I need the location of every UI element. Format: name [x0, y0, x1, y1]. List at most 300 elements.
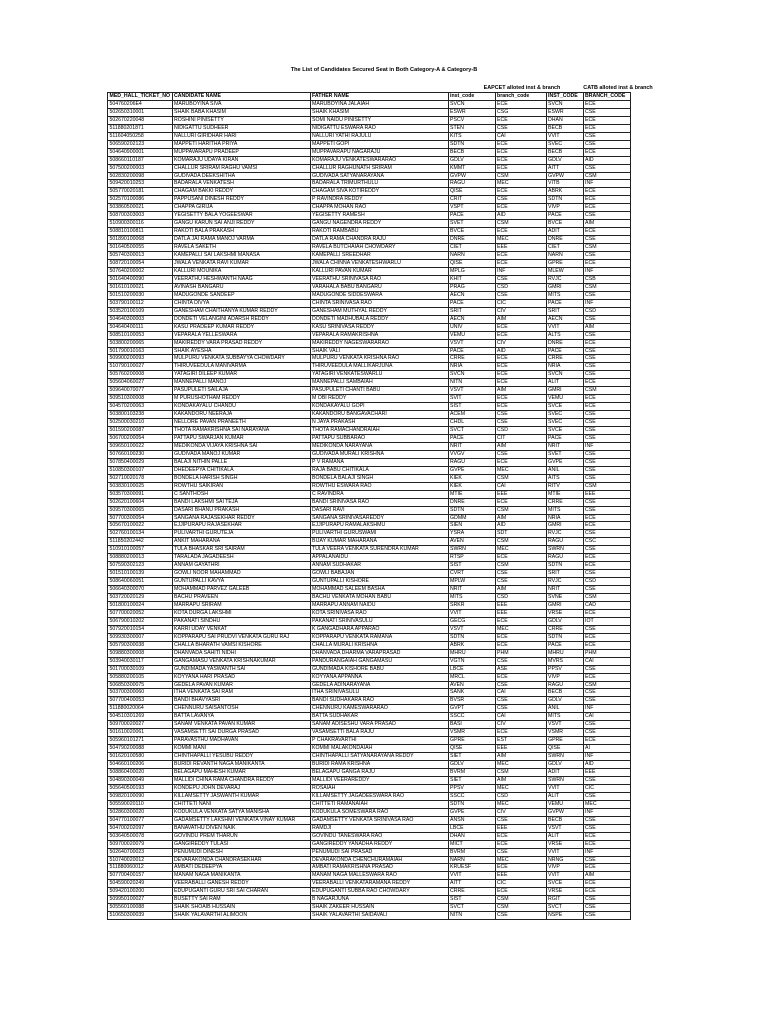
branch-code-cell: ECE: [495, 888, 546, 896]
catb-inst-code-cell: GVPW: [546, 808, 583, 816]
branch-code-cell: CSM: [495, 172, 546, 180]
hall-ticket-cell: 504790200088: [108, 745, 173, 753]
candidate-name-cell: VEPARALA YELLESWARA: [172, 331, 310, 339]
father-name-cell: NIDIGATTU ESWARA RAO: [310, 124, 448, 132]
inst-code-cell: SVCN: [448, 371, 495, 379]
candidate-name-cell: JWALA VENKATA RAVI KUMAR: [172, 260, 310, 268]
father-name-cell: SHAIK VALI: [310, 347, 448, 355]
candidate-name-cell: BUSETTY SAI RAM: [172, 896, 310, 904]
table-row: [108, 260, 631, 268]
father-name-cell: VEERATHU SRINIVASA RAO: [310, 275, 448, 283]
branch-code-cell: AIM: [495, 514, 546, 522]
candidate-name-cell: M PURUSHOTHAM REDDY: [172, 395, 310, 403]
inst-code-cell: UNIV: [448, 323, 495, 331]
inst-code-cell: CRIT: [448, 196, 495, 204]
catb-branch-code-cell: INF: [583, 753, 630, 761]
father-name-cell: GEDELA ADINARAYANA: [310, 681, 448, 689]
catb-inst-code-cell: GMRI: [546, 522, 583, 530]
inst-code-cell: KIEK: [448, 482, 495, 490]
table-row: [108, 180, 631, 188]
father-name-cell: BANDI SRINIVASA RAO: [310, 498, 448, 506]
father-name-cell: BIJAY KUMAR MAHARANA: [310, 538, 448, 546]
father-name-cell: ITHA SRINIVASULU: [310, 689, 448, 697]
father-name-cell: CHINTHAPALLI SATYANARAYANA REDDY: [310, 753, 448, 761]
candidate-name-cell: CHAPPA GIRIJA: [172, 204, 310, 212]
candidate-name-cell: MANNEPALLI MANOJ: [172, 379, 310, 387]
catb-branch-code-cell: EEE: [583, 769, 630, 777]
candidate-name-cell: CHAGAM BAKKI REDDY: [172, 188, 310, 196]
father-name-cell: PAKANATI SRINIVASULU: [310, 617, 448, 625]
catb-branch-code-cell: ECE: [583, 514, 630, 522]
inst-code-cell: KMMT: [448, 164, 495, 172]
branch-code-cell: ECE: [495, 188, 546, 196]
table-row: [108, 323, 631, 331]
table-row: [108, 689, 631, 697]
catb-inst-code-cell: PPSV: [546, 665, 583, 673]
catb-branch-code-cell: CSE: [583, 570, 630, 578]
father-name-cell: BADARALA TRIMURTHULU: [310, 180, 448, 188]
inst-code-cell: QISE: [448, 188, 495, 196]
branch-code-cell: CSE: [495, 848, 546, 856]
table-row: [108, 244, 631, 252]
hall-ticket-cell: 503520100109: [108, 307, 173, 315]
catb-branch-code-cell: CSE: [583, 331, 630, 339]
catb-branch-code-cell: CSE: [583, 776, 630, 784]
catb-branch-code-cell: ECE: [583, 673, 630, 681]
table-row: [108, 371, 631, 379]
catb-inst-code-cell: RVJC: [546, 578, 583, 586]
table-row: [108, 745, 631, 753]
catb-inst-code-cell: MLEW: [546, 267, 583, 275]
catb-inst-code-cell: GDLV: [546, 156, 583, 164]
catb-inst-code-cell: RVJC: [546, 275, 583, 283]
father-name-cell: BELAGAPU GANGA RAJU: [310, 769, 448, 777]
table-row: [108, 872, 631, 880]
table-row: [108, 458, 631, 466]
father-name-cell: RAJA BABU CHITIKALA: [310, 466, 448, 474]
hall-ticket-cell: 511880020064: [108, 705, 173, 713]
catb-branch-code-cell: CSE: [583, 586, 630, 594]
inst-code-cell: SVET: [448, 220, 495, 228]
catb-inst-code-cell: ANIL: [546, 705, 583, 713]
catb-branch-code-cell: CSE: [583, 371, 630, 379]
candidate-name-cell: GADAMSETTY LAKSHMI VENKATA VINAY KUMAR: [172, 816, 310, 824]
catb-branch-code-cell: INF: [583, 267, 630, 275]
catb-inst-code-cell: GMRI: [546, 387, 583, 395]
candidate-name-cell: GUNDIMADA YASWANTH SAI: [172, 665, 310, 673]
hall-ticket-cell: 505590020110: [108, 800, 173, 808]
inst-code-cell: STEN: [448, 124, 495, 132]
branch-code-cell: CIV: [495, 307, 546, 315]
candidate-name-cell: YATAGIRI DILEEP KUMAR: [172, 371, 310, 379]
candidate-name-cell: DASARI BHANU PRAKASH: [172, 506, 310, 514]
candidate-name-cell: GOVINDU PREM THARUN: [172, 832, 310, 840]
branch-code-cell: ECE: [495, 633, 546, 641]
inst-code-cell: PPSV: [448, 784, 495, 792]
catb-inst-code-cell: GMRI: [546, 602, 583, 610]
hall-ticket-cell: 504700202097: [108, 824, 173, 832]
table-row: [108, 729, 631, 737]
hall-ticket-cell: 504570200063: [108, 403, 173, 411]
candidate-name-cell: CHALLUR SRIRAM RAGHU VAMSI: [172, 164, 310, 172]
catb-branch-code-cell: MEC: [583, 800, 630, 808]
branch-code-cell: EEE: [495, 824, 546, 832]
branch-code-cell: CSE: [495, 275, 546, 283]
inst-code-cell: SRKR: [448, 602, 495, 610]
branch-code-cell: CSE: [495, 570, 546, 578]
table-row: [108, 140, 631, 148]
candidate-name-cell: MANAM NAGA MANIKANTA: [172, 872, 310, 880]
table-row: [108, 363, 631, 371]
father-name-cell: KOPPARAPU VENKATA RAMANA: [310, 633, 448, 641]
table-row: [108, 904, 631, 912]
branch-code-cell: CSM: [495, 474, 546, 482]
branch-code-cell: CSE: [495, 705, 546, 713]
branch-code-cell: ECE: [495, 554, 546, 562]
catb-branch-code-cell: AIM: [583, 323, 630, 331]
table-row: [108, 283, 631, 291]
hall-ticket-cell: 508510100053: [108, 331, 173, 339]
branch-code-cell: AIM: [495, 387, 546, 395]
catb-inst-code-cell: DNRE: [546, 339, 583, 347]
header-catb-branch-code: BRANCH_CODE: [583, 93, 630, 101]
catb-branch-code-cell: ECE: [583, 196, 630, 204]
father-name-cell: KAKANDORU BANGAVACHARI: [310, 411, 448, 419]
table-row: [108, 769, 631, 777]
father-name-cell: SHAIK KHASIM: [310, 108, 448, 116]
catb-branch-code-cell: CSE: [583, 498, 630, 506]
branch-code-cell: ECE: [495, 379, 546, 387]
table-row: [108, 236, 631, 244]
branch-code-cell: ECE: [495, 355, 546, 363]
catb-branch-code-cell: CSE: [583, 689, 630, 697]
catb-inst-code-cell: NRIA: [546, 363, 583, 371]
catb-branch-code-cell: CSE: [583, 625, 630, 633]
catb-branch-code-cell: CSE: [583, 427, 630, 435]
catb-inst-code-cell: VVIT: [546, 848, 583, 856]
hall-ticket-cell: 505740300013: [108, 252, 173, 260]
hall-ticket-cell: 503830100025: [108, 482, 173, 490]
father-name-cell: GUDIVADA MURALI KRISHNA: [310, 450, 448, 458]
father-name-cell: SANAM ADISESHU VARA PRASAD: [310, 721, 448, 729]
inst-code-cell: GVPE: [448, 466, 495, 474]
branch-code-cell: CSE: [495, 411, 546, 419]
inst-code-cell: BVRM: [448, 848, 495, 856]
header-inst-code: inst_code: [448, 93, 495, 101]
father-name-cell: DONDETI MADHUBALA REDDY: [310, 315, 448, 323]
inst-code-cell: KITS: [448, 132, 495, 140]
table-row: [108, 665, 631, 673]
hall-ticket-cell: 504640900001: [108, 148, 173, 156]
catb-branch-code-cell: ECE: [583, 832, 630, 840]
candidate-name-cell: BADARALA VENKATESH: [172, 180, 310, 188]
inst-code-cell: AECN: [448, 315, 495, 323]
candidate-name-cell: PAKANATI SINDHU: [172, 617, 310, 625]
catb-branch-code-cell: CSE: [583, 697, 630, 705]
candidate-name-cell: TARALADA JAGADEESH: [172, 554, 310, 562]
inst-code-cell: SIET: [448, 776, 495, 784]
candidate-name-cell: CHINTA DIVYA: [172, 299, 310, 307]
inst-code-cell: VSVT: [448, 625, 495, 633]
header-branch-code: branch_code: [495, 93, 546, 101]
table-row: [108, 299, 631, 307]
catb-inst-code-cell: SDTN: [546, 196, 583, 204]
inst-code-cell: PACE: [448, 299, 495, 307]
catb-inst-code-cell: MITS: [546, 291, 583, 299]
catb-branch-code-cell: CSE: [583, 466, 630, 474]
candidate-name-cell: ANNAM GAYATHRI: [172, 562, 310, 570]
hall-ticket-cell: 505790300038: [108, 641, 173, 649]
candidate-name-cell: MALLIDI CHINA RAMA CHANDRA REDDY: [172, 776, 310, 784]
branch-code-cell: ECE: [495, 204, 546, 212]
catb-inst-code-cell: SWRN: [546, 546, 583, 554]
branch-code-cell: EST: [495, 737, 546, 745]
catb-inst-code-cell: SVCE: [546, 427, 583, 435]
inst-code-cell: PACE: [448, 434, 495, 442]
candidate-name-cell: CHINTHAPALLI YESUBU REDDY: [172, 753, 310, 761]
inst-code-cell: QISE: [448, 745, 495, 753]
father-name-cell: KONDAKAYALU GOPI: [310, 403, 448, 411]
catb-branch-code-cell: CSE: [583, 912, 630, 920]
catb-branch-code-cell: CSE: [583, 792, 630, 800]
catb-branch-code-cell: CSE: [583, 419, 630, 427]
candidate-name-cell: GUDIVADA MANOJ KUMAR: [172, 450, 310, 458]
catb-branch-code-cell: CSE: [583, 896, 630, 904]
catb-branch-code-cell: CSM: [583, 681, 630, 689]
hall-ticket-cell: 507590302123: [108, 562, 173, 570]
catb-branch-code-cell: CSE: [583, 474, 630, 482]
hall-ticket-cell: 502830200098: [108, 172, 173, 180]
catb-branch-code-cell: CSD: [583, 578, 630, 586]
father-name-cell: SHAIK ZAKEER HUSSAIN: [310, 904, 448, 912]
branch-code-cell: CIC: [495, 880, 546, 888]
inst-code-cell: MTIE: [448, 490, 495, 498]
table-row: [108, 888, 631, 896]
hall-ticket-cell: 503790100112: [108, 299, 173, 307]
hall-ticket-cell: 509650100022: [108, 442, 173, 450]
hall-ticket-cell: 506790010202: [108, 617, 173, 625]
hall-ticket-cell: 508720100054: [108, 260, 173, 268]
catb-inst-code-cell: VSVT: [546, 721, 583, 729]
table-row: [108, 609, 631, 617]
branch-code-cell: CSE: [495, 419, 546, 427]
father-name-cell: VARAHALA BABU BANGARU: [310, 283, 448, 291]
hall-ticket-cell: 505770020181: [108, 188, 173, 196]
table-row: [108, 753, 631, 761]
table-row: [108, 546, 631, 554]
father-name-cell: MEDIKONDA NARAYANA: [310, 442, 448, 450]
table-row: [108, 450, 631, 458]
branch-code-cell: CSM: [495, 896, 546, 904]
candidate-name-cell: PARAVASTHU MADHAVAN: [172, 737, 310, 745]
catb-branch-code-cell: ECE: [583, 124, 630, 132]
hall-ticket-cell: 501610020061: [108, 729, 173, 737]
candidate-name-cell: RAVELA SAKETH: [172, 244, 310, 252]
table-row: [108, 220, 631, 228]
table-row: [108, 594, 631, 602]
table-row: [108, 522, 631, 530]
inst-code-cell: NRIA: [448, 363, 495, 371]
candidate-name-cell: DHANVADA SAHITI NIDHI: [172, 649, 310, 657]
branch-code-cell: CSD: [495, 427, 546, 435]
hall-ticket-cell: 505640500193: [108, 784, 173, 792]
branch-code-cell: ECE: [495, 729, 546, 737]
branch-code-cell: ECE: [495, 148, 546, 156]
hall-ticket-cell: 506850300075: [108, 681, 173, 689]
branch-code-cell: MEC: [495, 761, 546, 769]
candidate-name-cell: MEDIKONDA VIJAYA KRISHNA SAI: [172, 442, 310, 450]
catb-branch-code-cell: ECE: [583, 188, 630, 196]
father-name-cell: MAKIREDDY NAGESWARARAO: [310, 339, 448, 347]
catb-branch-code-cell: ECE: [583, 204, 630, 212]
candidate-name-cell: BALAJI NITHIN PALLE: [172, 458, 310, 466]
father-name-cell: GANGU NAGENDRA REDDY: [310, 220, 448, 228]
father-name-cell: MARUBOYINA JALAIAH: [310, 100, 448, 108]
inst-code-cell: CRRE: [448, 355, 495, 363]
father-name-cell: PANDURANGAIAH GANGAMASU: [310, 657, 448, 665]
catb-branch-code-cell: ECE: [583, 260, 630, 268]
table-row: [108, 419, 631, 427]
hall-ticket-cell: 509420010253: [108, 180, 173, 188]
inst-code-cell: GDMM: [448, 514, 495, 522]
catb-branch-code-cell: ECE: [583, 116, 630, 124]
table-row: [108, 490, 631, 498]
hall-ticket-cell: 501610100021: [108, 283, 173, 291]
branch-code-cell: ECE: [495, 156, 546, 164]
branch-code-cell: PHM: [495, 649, 546, 657]
hall-ticket-cell: 503860500021: [108, 204, 173, 212]
hall-ticket-cell: 502760100134: [108, 530, 173, 538]
inst-code-cell: VSMR: [448, 729, 495, 737]
hall-ticket-cell: 504640300003: [108, 315, 173, 323]
branch-code-cell: AID: [495, 522, 546, 530]
inst-code-cell: RTSP: [448, 554, 495, 562]
branch-code-cell: AIM: [495, 586, 546, 594]
catb-inst-code-cell: GVPW: [546, 172, 583, 180]
father-name-cell: GANESHAM MUTHYAL REDDY: [310, 307, 448, 315]
candidate-name-cell: KALLURI MOUNIKA: [172, 267, 310, 275]
catb-branch-code-cell: INF: [583, 705, 630, 713]
catb-inst-code-cell: VSVT: [546, 824, 583, 832]
catb-inst-code-cell: VIVP: [546, 673, 583, 681]
father-name-cell: CHAGAM SIVA KOTIREDDY: [310, 188, 448, 196]
father-name-cell: THIRUVEEDULA MALLIKARJUNA: [310, 363, 448, 371]
catb-branch-code-cell: ECE: [583, 228, 630, 236]
branch-code-cell: ECE: [495, 840, 546, 848]
inst-code-cell: VVIT: [448, 872, 495, 880]
father-name-cell: YATAGIRI VENKATESWARLU: [310, 371, 448, 379]
candidate-name-cell: KODUKULA VENKATA SATYA MANISHA: [172, 808, 310, 816]
candidate-name-cell: PENUMUDI DINESH: [172, 848, 310, 856]
table-header-row: [108, 93, 631, 101]
catb-inst-code-cell: VVIT: [546, 132, 583, 140]
branch-code-cell: CAI: [495, 689, 546, 697]
inst-code-cell: AECN: [448, 291, 495, 299]
catb-inst-code-cell: GPRE: [546, 260, 583, 268]
catb-inst-code-cell: SVEC: [546, 411, 583, 419]
catb-inst-code-cell: ADIT: [546, 228, 583, 236]
catb-inst-code-cell: ALTS: [546, 331, 583, 339]
candidate-name-cell: DEVARAKONDA CHANDRASEKHAR: [172, 856, 310, 864]
inst-code-cell: RAGU: [448, 180, 495, 188]
candidate-name-cell: THIRUVEEDULA MANIVARMA: [172, 363, 310, 371]
table-row: [108, 196, 631, 204]
table-row: [108, 530, 631, 538]
catb-branch-code-cell: IOT: [583, 617, 630, 625]
catb-inst-code-cell: RAGU: [546, 554, 583, 562]
hall-ticket-cell: 504660100206: [108, 761, 173, 769]
catb-inst-code-cell: VITB: [546, 180, 583, 188]
father-name-cell: BATTA SUDHAKAR: [310, 713, 448, 721]
inst-code-cell: MITS: [448, 594, 495, 602]
candidate-name-cell: DATLA JAI RAMA MANOJ VARMA: [172, 236, 310, 244]
catb-inst-code-cell: BECB: [546, 816, 583, 824]
catb-branch-code-cell: ECE: [583, 609, 630, 617]
inst-code-cell: DHAN: [448, 832, 495, 840]
table-row: [108, 912, 631, 920]
catb-branch-code-cell: CSM: [583, 172, 630, 180]
inst-code-cell: MRCL: [448, 673, 495, 681]
table-row: [108, 403, 631, 411]
table-row: [108, 124, 631, 132]
catb-branch-code-cell: CAI: [583, 657, 630, 665]
father-name-cell: GADAMSETTY VENKATA SRINIVASA RAO: [310, 816, 448, 824]
hall-ticket-cell: 508640060051: [108, 578, 173, 586]
catb-inst-code-cell: NSPE: [546, 912, 583, 920]
catb-inst-code-cell: GPRE: [546, 737, 583, 745]
hall-ticket-cell: 505760200008: [108, 371, 173, 379]
hall-ticket-cell: 503720020129: [108, 594, 173, 602]
hall-ticket-cell: 501640400090: [108, 275, 173, 283]
table-row: [108, 761, 631, 769]
catb-branch-code-cell: ECE: [583, 562, 630, 570]
father-name-cell: NALLURI YATHI RAJULU: [310, 132, 448, 140]
catb-inst-code-cell: ABRK: [546, 188, 583, 196]
catb-branch-code-cell: ECE: [583, 100, 630, 108]
inst-code-cell: GECG: [448, 617, 495, 625]
catb-branch-code-cell: CSE: [583, 458, 630, 466]
branch-code-cell: EEE: [495, 244, 546, 252]
catb-inst-code-cell: BECB: [546, 148, 583, 156]
table-row: [108, 562, 631, 570]
candidate-name-cell: GANESHAM CHAITHANYA KUMAR REDDY: [172, 307, 310, 315]
candidate-name-cell: KOMMI MANI: [172, 745, 310, 753]
catb-inst-code-cell: NRIT: [546, 442, 583, 450]
catb-branch-code-cell: AIM: [583, 872, 630, 880]
catb-branch-code-cell: ECE: [583, 633, 630, 641]
hall-ticket-cell: 509950100027: [108, 896, 173, 904]
father-name-cell: C RAVINDRA: [310, 490, 448, 498]
catb-branch-code-cell: CAD: [583, 602, 630, 610]
father-name-cell: B NAGARJUNA: [310, 896, 448, 904]
table-row: [108, 625, 631, 633]
candidate-name-cell: MUPPAVARAPU PRADEEP: [172, 148, 310, 156]
hall-ticket-cell: 511850202442: [108, 538, 173, 546]
father-name-cell: P V RAMANA: [310, 458, 448, 466]
candidate-name-cell: BATTA LAVANYA: [172, 713, 310, 721]
father-name-cell: BURIDI RAMA KRISHNA: [310, 761, 448, 769]
branch-code-cell: ECE: [495, 363, 546, 371]
hall-ticket-cell: 504890300049: [108, 776, 173, 784]
hall-ticket-cell: 510910100057: [108, 546, 173, 554]
father-name-cell: GOVINDU TANESWARA RAO: [310, 832, 448, 840]
table-row: [108, 427, 631, 435]
catb-inst-code-cell: SVCN: [546, 371, 583, 379]
father-name-cell: RAVELA BUTCHAIAH CHOWDARY: [310, 244, 448, 252]
candidate-name-cell: BURIDI REVANTH NAGA MANIKANTA: [172, 761, 310, 769]
inst-code-cell: SSCC: [448, 792, 495, 800]
hall-ticket-cell: 502650310001: [108, 108, 173, 116]
